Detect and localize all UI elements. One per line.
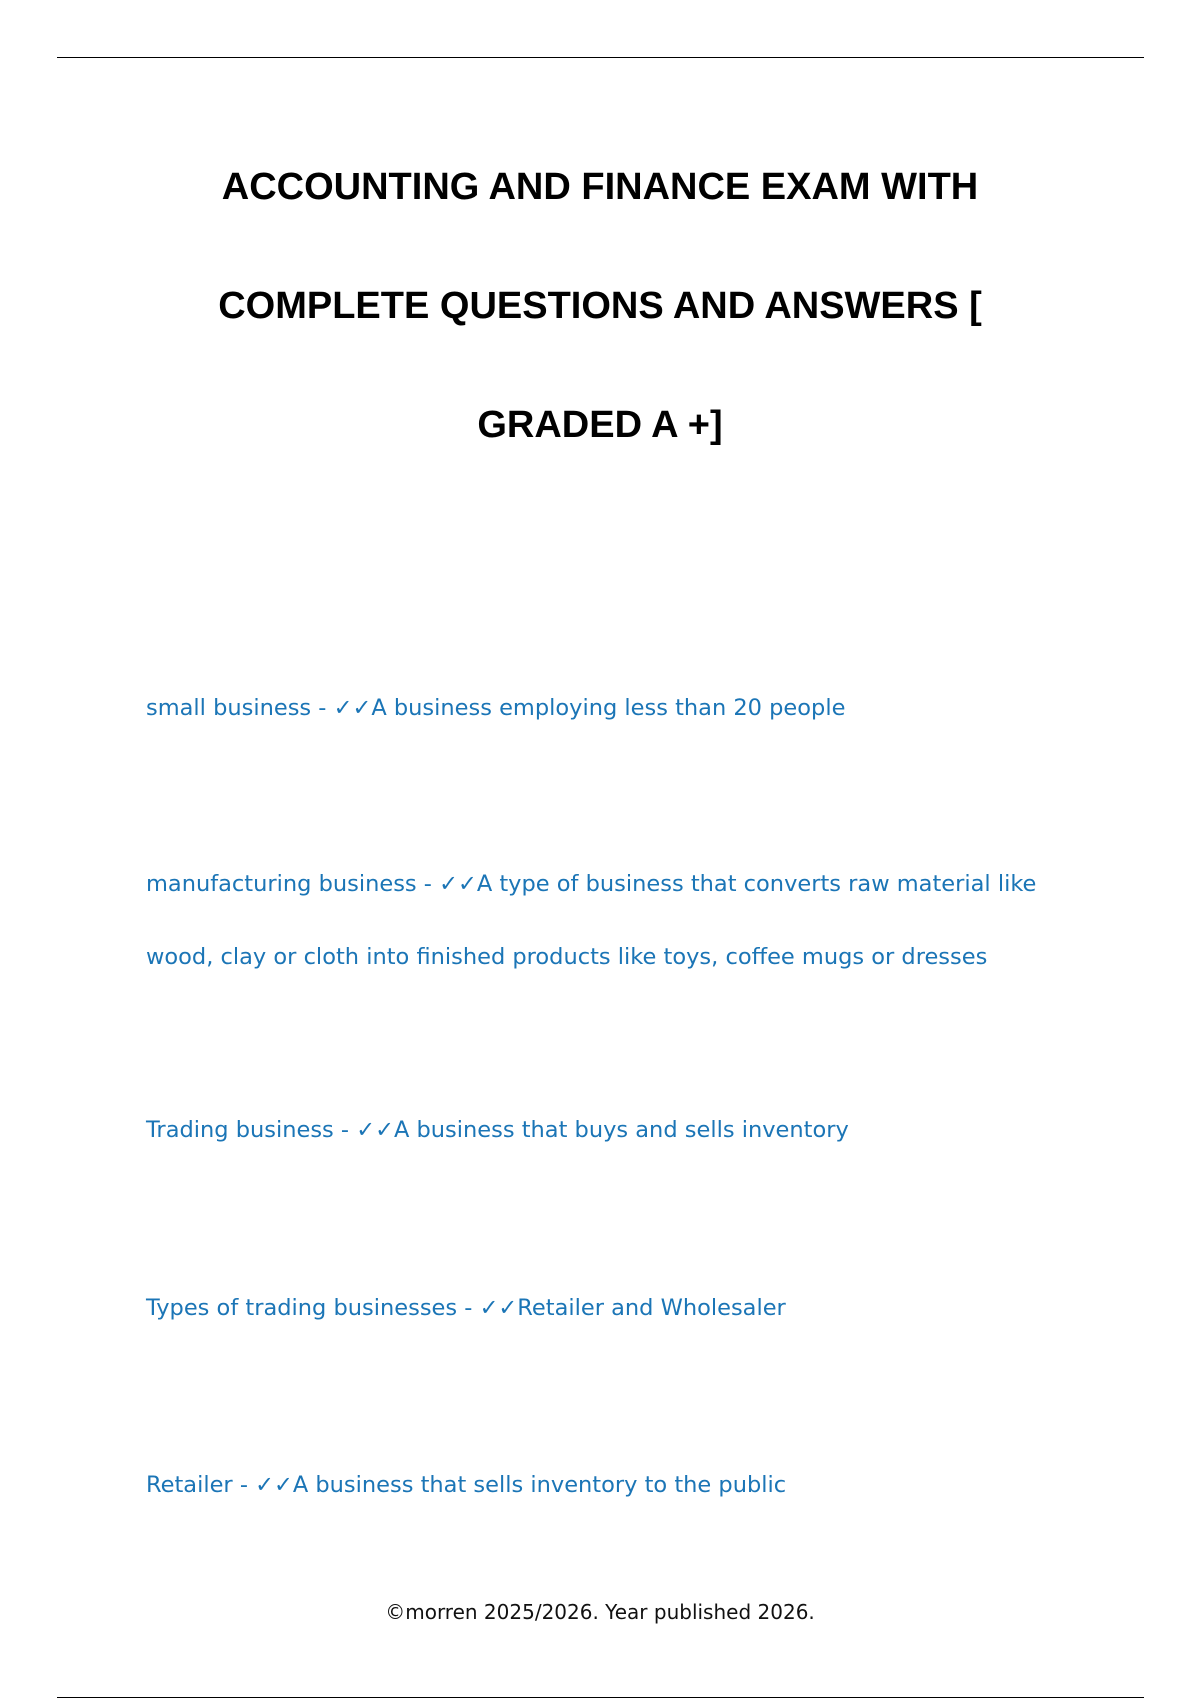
qa-answer-continuation: wood, clay or cloth into finished products like toys, coffee mugs or dresses bbox=[146, 944, 988, 970]
qa-entry-retailer bbox=[146, 1471, 1106, 1544]
header-rule bbox=[57, 57, 1144, 58]
qa-term: Trading business bbox=[146, 1117, 334, 1143]
qa-answer: A business that sells inventory to the public bbox=[292, 1472, 787, 1498]
qa-term: manufacturing business bbox=[146, 871, 417, 897]
qa-separator: - bbox=[416, 871, 440, 897]
double-check-icon: ✓✓ bbox=[439, 871, 477, 897]
double-check-icon: ✓✓ bbox=[333, 695, 372, 721]
double-check-icon: ✓✓ bbox=[356, 1117, 394, 1143]
qa-answer: Retailer and Wholesaler bbox=[517, 1295, 786, 1321]
title-line-3: GRADED A +] bbox=[477, 404, 723, 446]
qa-entry-manufacturing-business bbox=[146, 870, 1106, 1016]
double-check-icon: ✓✓ bbox=[479, 1295, 518, 1321]
document-title bbox=[120, 128, 1080, 485]
qa-entry-small-business bbox=[146, 694, 1106, 767]
footer-rule bbox=[57, 1697, 1144, 1698]
copyright-footer: ©morren 2025/2026. Year published 2026. bbox=[385, 1600, 815, 1624]
qa-entry-line bbox=[146, 1471, 1106, 1544]
qa-answer: A business that buys and sells inventory bbox=[393, 1117, 849, 1143]
qa-entry-trading-business bbox=[146, 1116, 1106, 1189]
qa-term: Retailer bbox=[146, 1472, 233, 1498]
title-line-1: ACCOUNTING AND FINANCE EXAM WITH bbox=[221, 166, 979, 208]
qa-entry-line bbox=[146, 1294, 1106, 1367]
title-line-2: COMPLETE QUESTIONS AND ANSWERS [ bbox=[218, 285, 982, 327]
qa-term: small business bbox=[146, 695, 312, 721]
qa-entry-line bbox=[146, 694, 1106, 767]
double-check-icon: ✓✓ bbox=[255, 1472, 293, 1498]
qa-entry-line bbox=[146, 870, 1106, 943]
qa-separator: - bbox=[457, 1295, 480, 1321]
qa-answer: A business employing less than 20 people bbox=[371, 695, 846, 721]
qa-entry-line bbox=[146, 1116, 1106, 1189]
qa-separator: - bbox=[333, 1117, 357, 1143]
qa-separator: - bbox=[311, 695, 334, 721]
qa-answer: A type of business that converts raw material like bbox=[476, 871, 1037, 897]
qa-separator: - bbox=[232, 1472, 256, 1498]
qa-term: Types of trading businesses bbox=[146, 1295, 458, 1321]
qa-entry-types-of-trading-businesses bbox=[146, 1294, 1106, 1367]
